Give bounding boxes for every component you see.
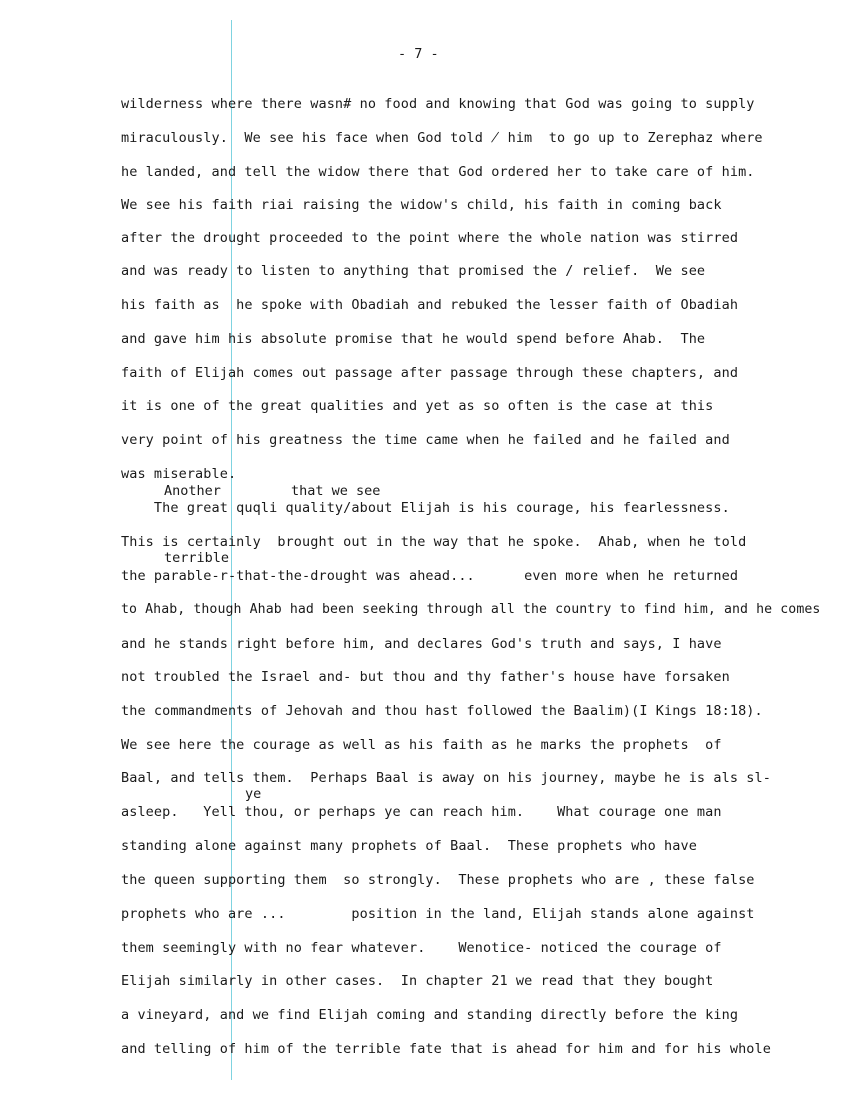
text-line-26: them seemingly with no fear whatever. Wenotice- noticed the courage of — [121, 940, 722, 956]
text-line-7: his faith as he spoke with Obadiah and rebuked the lesser faith of Obadiah — [121, 297, 739, 313]
insert-that-we-see: that we see — [291, 483, 381, 499]
text-line-13: The great quqli quality/about Elijah is his courage, his fearlessness. — [121, 500, 730, 516]
text-line-3: he landed, and tell the widow there that God ordered her to take care of him. — [121, 164, 755, 180]
text-line-2: miraculously. We see his face when God told ̸ him to go up to Zerephaz where — [121, 130, 763, 146]
insert-ye: ye — [245, 786, 262, 802]
text-line-1: wilderness where there wasn# no food and knowing that God was going to supply — [121, 96, 755, 112]
insert-another: Another — [164, 483, 221, 499]
text-line-16: to Ahab, though Ahab had been seeking through all the country to find him, and he comes — [121, 602, 821, 617]
text-line-23: standing alone against many prophets of Baal. These prophets who have — [121, 838, 697, 854]
text-line-12: was miserable. — [121, 466, 237, 482]
text-line-20: We see here the courage as well as his faith as he marks the prophets of — [121, 737, 722, 753]
text-line-22: asleep. Yell thou, or perhaps ye can reach him. What courage one man — [121, 804, 722, 820]
text-line-11: very point of his greatness the time came when he failed and he failed and — [121, 432, 730, 448]
text-line-24: the queen supporting them so strongly. These prophets who are , these false — [121, 872, 755, 888]
text-line-6: and was ready to listen to anything that promised the / relief. We see — [121, 263, 706, 279]
text-line-9: faith of Elijah comes out passage after passage through these chapters, and — [121, 365, 739, 381]
page-number: - 7 - — [398, 46, 439, 62]
text-line-29: and telling of him of the terrible fate that is ahead for him and for his whole — [121, 1041, 771, 1057]
text-line-4: We see his faith riai raising the widow's child, his faith in coming back — [121, 197, 722, 213]
text-line-27: Elijah similarly in other cases. In chapter 21 we read that they bought — [121, 973, 714, 989]
text-line-5: after the drought proceeded to the point where the whole nation was stirred — [121, 230, 739, 246]
text-line-14: This is certainly brought out in the way that he spoke. Ahab, when he told — [121, 534, 747, 550]
text-line-18: not troubled the Israel and- but thou and thy father's house have forsaken — [121, 669, 730, 685]
insert-terrible: terrible — [164, 550, 230, 566]
text-line-19: the commandments of Jehovah and thou hast followed the Baalim)(I Kings 18:18). — [121, 703, 763, 719]
text-line-28: a vineyard, and we find Elijah coming and standing directly before the king — [121, 1007, 739, 1023]
text-line-21: Baal, and tells them. Perhaps Baal is away on his journey, maybe he is als sl- — [121, 770, 771, 786]
text-line-17: and he stands right before him, and declares God's truth and says, I have — [121, 636, 722, 652]
text-line-10: it is one of the great qualities and yet as so often is the case at this — [121, 398, 714, 414]
text-line-25: prophets who are ... position in the land, Elijah stands alone against — [121, 906, 755, 922]
text-line-8: and gave him his absolute promise that he would spend before Ahab. The — [121, 331, 706, 347]
text-line-15: the parable-r-that-the-drought was ahead... even more when he returned — [121, 568, 739, 584]
